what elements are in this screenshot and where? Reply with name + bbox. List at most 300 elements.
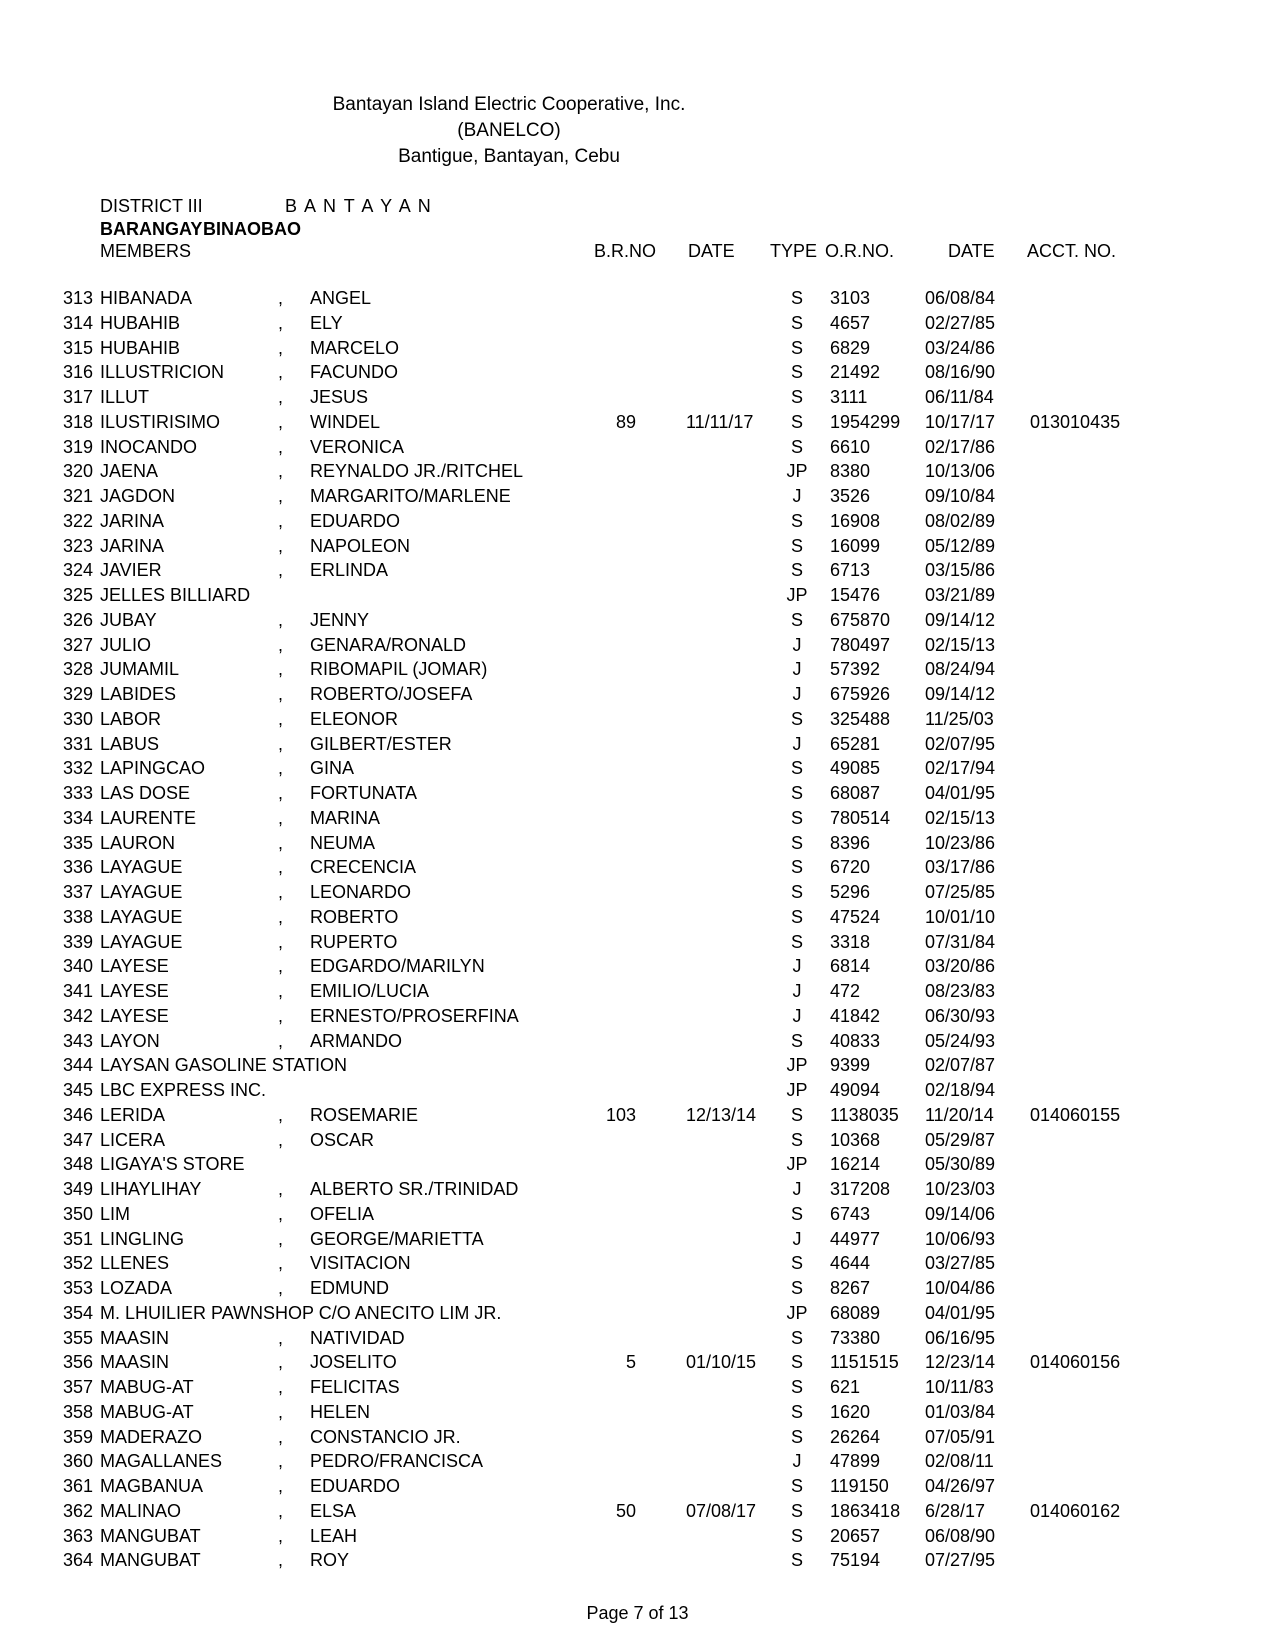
table-row bbox=[0, 1301, 1275, 1326]
member-firstname: ELEONOR bbox=[310, 708, 399, 729]
type-value: S bbox=[790, 1525, 803, 1546]
table-row bbox=[0, 1400, 1275, 1425]
member-number: 359 bbox=[63, 1426, 94, 1447]
member-surname: JAVIER bbox=[100, 560, 162, 581]
member-surname: LOZADA bbox=[100, 1278, 173, 1298]
member-surname: HIBANADA bbox=[100, 288, 193, 308]
or-date-value: 10/17/17 bbox=[925, 411, 996, 432]
member-surname: MAGBANUA bbox=[100, 1476, 204, 1496]
barangay-name: BINAOBAO bbox=[203, 219, 301, 239]
or-date-value: 06/30/93 bbox=[925, 1005, 996, 1026]
or-date-value: 07/27/95 bbox=[925, 1550, 996, 1571]
member-surname: LLENES bbox=[100, 1253, 170, 1274]
or-no-value: 73380 bbox=[830, 1327, 881, 1348]
comma-separator: , bbox=[278, 1525, 284, 1546]
member-surname: INOCANDO bbox=[100, 436, 198, 457]
member-number: 313 bbox=[63, 288, 94, 308]
table-row bbox=[0, 954, 1275, 979]
comma-separator: , bbox=[278, 1426, 284, 1447]
member-surname: LABUS bbox=[100, 733, 160, 754]
member-number: 345 bbox=[63, 1080, 94, 1100]
table-row bbox=[0, 633, 1275, 658]
member-number: 335 bbox=[63, 832, 94, 853]
comma-separator: , bbox=[278, 560, 284, 581]
member-number: 338 bbox=[63, 906, 94, 927]
or-date-value: 08/24/94 bbox=[925, 659, 996, 680]
member-surname: JUBAY bbox=[100, 609, 157, 630]
type-value: S bbox=[790, 436, 803, 457]
member-number: 364 bbox=[63, 1550, 94, 1571]
or-no-value: 8380 bbox=[830, 461, 871, 482]
member-number: 315 bbox=[63, 337, 94, 358]
or-date-value: 02/15/13 bbox=[925, 634, 996, 655]
comma-separator: , bbox=[278, 1179, 284, 1199]
type-value: S bbox=[790, 362, 803, 383]
type-value: S bbox=[790, 411, 803, 432]
member-firstname: GINA bbox=[310, 758, 355, 779]
or-date-value: 03/24/86 bbox=[925, 337, 996, 358]
member-firstname: ARMANDO bbox=[310, 1030, 403, 1051]
comma-separator: , bbox=[278, 288, 284, 308]
or-no-value: 472 bbox=[830, 981, 861, 1001]
type-value: J bbox=[792, 634, 802, 655]
district-label: DISTRICT III bbox=[100, 196, 203, 216]
member-surname: LAPINGCAO bbox=[100, 758, 206, 779]
or-date-value: 03/17/86 bbox=[925, 857, 996, 878]
table-row bbox=[0, 756, 1275, 781]
or-date-value: 05/30/89 bbox=[925, 1154, 996, 1175]
comma-separator: , bbox=[278, 1129, 284, 1150]
comma-separator: , bbox=[278, 1104, 284, 1125]
column-header-br-date: DATE bbox=[688, 241, 735, 261]
type-value: S bbox=[790, 1401, 803, 1422]
or-no-value: 15476 bbox=[830, 585, 881, 605]
member-firstname: VISITACION bbox=[310, 1253, 411, 1274]
or-date-value: 07/05/91 bbox=[925, 1426, 996, 1447]
comma-separator: , bbox=[278, 659, 284, 680]
member-surname: LAURON bbox=[100, 832, 176, 853]
table-row bbox=[0, 435, 1275, 460]
member-number: 319 bbox=[63, 436, 94, 457]
table-row bbox=[0, 1449, 1275, 1474]
table-row bbox=[0, 1128, 1275, 1153]
column-header-acct-no: ACCT. NO. bbox=[1027, 241, 1117, 261]
comma-separator: , bbox=[278, 461, 284, 482]
table-row bbox=[0, 1548, 1275, 1573]
or-date-value: 04/01/95 bbox=[925, 1302, 996, 1323]
or-date-value: 6/28/17 bbox=[925, 1500, 986, 1521]
member-firstname: ROSEMARIE bbox=[310, 1104, 419, 1125]
comma-separator: , bbox=[278, 758, 284, 779]
member-firstname: LEAH bbox=[310, 1525, 358, 1546]
member-number: 349 bbox=[63, 1179, 94, 1199]
type-value: S bbox=[790, 1203, 803, 1224]
table-row bbox=[0, 732, 1275, 757]
or-date-value: 11/25/03 bbox=[925, 708, 994, 729]
type-value: S bbox=[790, 337, 803, 358]
type-value: JP bbox=[786, 1080, 808, 1100]
org-address: Bantigue, Bantayan, Cebu bbox=[398, 146, 620, 167]
member-surname: M. LHUILIER PAWNSHOP C/O ANECITO LIM JR. bbox=[100, 1302, 502, 1323]
table-row bbox=[0, 311, 1275, 336]
comma-separator: , bbox=[278, 956, 284, 977]
type-value: S bbox=[790, 807, 803, 828]
or-no-value: 75194 bbox=[830, 1550, 881, 1571]
comma-separator: , bbox=[278, 783, 284, 803]
member-firstname: GENARA/RONALD bbox=[310, 634, 467, 655]
table-row bbox=[0, 509, 1275, 534]
or-no-value: 57392 bbox=[830, 659, 881, 680]
table-row bbox=[0, 1276, 1275, 1301]
table-row bbox=[0, 558, 1275, 583]
member-firstname: NATIVIDAD bbox=[310, 1327, 405, 1348]
member-firstname: GEORGE/MARIETTA bbox=[310, 1228, 484, 1249]
column-header-members: MEMBERS bbox=[100, 241, 192, 261]
member-surname: ILLUT bbox=[100, 387, 150, 407]
member-number: 357 bbox=[63, 1377, 94, 1397]
members-table bbox=[0, 286, 1275, 1573]
type-value: S bbox=[790, 387, 803, 407]
or-date-value: 02/17/94 bbox=[925, 758, 996, 779]
table-row bbox=[0, 459, 1275, 484]
or-no-value: 41842 bbox=[830, 1005, 881, 1026]
comma-separator: , bbox=[278, 1005, 284, 1026]
br-no-value: 89 bbox=[615, 411, 636, 432]
member-firstname: JOSELITO bbox=[310, 1352, 397, 1373]
acct-no-value: 013010435 bbox=[1030, 411, 1121, 432]
member-number: 324 bbox=[63, 560, 94, 581]
or-no-value: 40833 bbox=[830, 1030, 881, 1051]
member-number: 334 bbox=[63, 807, 94, 828]
table-row bbox=[0, 855, 1275, 880]
or-date-value: 06/08/90 bbox=[925, 1525, 996, 1546]
or-no-value: 16214 bbox=[830, 1154, 881, 1175]
br-date-value: 07/08/17 bbox=[686, 1500, 757, 1521]
or-date-value: 09/14/12 bbox=[925, 684, 996, 704]
member-surname: LINGLING bbox=[100, 1228, 185, 1249]
member-firstname: ROBERTO bbox=[310, 906, 399, 927]
member-number: 321 bbox=[63, 486, 94, 506]
member-firstname: NEUMA bbox=[310, 832, 376, 853]
table-row bbox=[0, 1499, 1275, 1524]
comma-separator: , bbox=[278, 1377, 284, 1397]
member-surname: MANGUBAT bbox=[100, 1550, 201, 1571]
comma-separator: , bbox=[278, 1253, 284, 1274]
br-date-value: 01/10/15 bbox=[686, 1352, 757, 1373]
member-firstname: VERONICA bbox=[310, 436, 405, 457]
or-date-value: 06/11/84 bbox=[925, 387, 994, 407]
comma-separator: , bbox=[278, 1327, 284, 1348]
comma-separator: , bbox=[278, 1476, 284, 1496]
type-value: S bbox=[790, 882, 803, 902]
table-row bbox=[0, 781, 1275, 806]
comma-separator: , bbox=[278, 486, 284, 506]
member-number: 347 bbox=[63, 1129, 94, 1150]
table-row bbox=[0, 583, 1275, 608]
type-value: J bbox=[792, 1228, 802, 1249]
comma-separator: , bbox=[278, 1278, 284, 1298]
table-row bbox=[0, 1053, 1275, 1078]
or-no-value: 4644 bbox=[830, 1253, 871, 1274]
or-no-value: 3526 bbox=[830, 486, 871, 506]
member-number: 346 bbox=[63, 1104, 94, 1125]
member-number: 333 bbox=[63, 783, 94, 803]
type-value: J bbox=[792, 1179, 802, 1199]
member-number: 339 bbox=[63, 931, 94, 952]
column-header-type: TYPE bbox=[770, 241, 818, 261]
or-date-value: 02/07/87 bbox=[925, 1055, 996, 1076]
member-number: 363 bbox=[63, 1525, 94, 1546]
member-surname: JAENA bbox=[100, 461, 159, 482]
table-row bbox=[0, 880, 1275, 905]
member-surname: LAYAGUE bbox=[100, 882, 183, 902]
member-firstname: ELSA bbox=[310, 1500, 357, 1521]
comma-separator: , bbox=[278, 807, 284, 828]
member-surname: LABOR bbox=[100, 708, 162, 729]
or-date-value: 03/20/86 bbox=[925, 956, 996, 977]
table-row bbox=[0, 1078, 1275, 1103]
comma-separator: , bbox=[278, 362, 284, 383]
column-header-br-no: B.R.NO bbox=[594, 241, 657, 261]
comma-separator: , bbox=[278, 436, 284, 457]
or-no-value: 49094 bbox=[830, 1080, 881, 1100]
or-no-value: 44977 bbox=[830, 1228, 881, 1249]
or-no-value: 780497 bbox=[830, 634, 891, 655]
type-value: S bbox=[790, 906, 803, 927]
member-surname: LAYON bbox=[100, 1030, 160, 1051]
type-value: S bbox=[790, 1253, 803, 1274]
or-date-value: 10/06/93 bbox=[925, 1228, 996, 1249]
member-surname: LAYSAN GASOLINE STATION bbox=[100, 1055, 348, 1076]
table-row bbox=[0, 1326, 1275, 1351]
or-no-value: 68087 bbox=[830, 783, 881, 803]
comma-separator: , bbox=[278, 387, 284, 407]
member-number: 329 bbox=[63, 684, 94, 704]
or-date-value: 07/25/85 bbox=[925, 882, 996, 902]
br-date-value: 11/11/17 bbox=[686, 411, 754, 432]
type-value: S bbox=[790, 708, 803, 729]
member-number: 352 bbox=[63, 1253, 94, 1274]
type-value: JP bbox=[786, 1055, 808, 1076]
comma-separator: , bbox=[278, 1228, 284, 1249]
or-no-value: 16099 bbox=[830, 535, 881, 556]
type-value: S bbox=[790, 312, 803, 333]
or-no-value: 621 bbox=[830, 1377, 861, 1397]
member-number: 316 bbox=[63, 362, 94, 383]
type-value: S bbox=[790, 1500, 803, 1521]
member-number: 327 bbox=[63, 634, 94, 655]
member-firstname: FELICITAS bbox=[310, 1377, 400, 1397]
column-header-or-date: DATE bbox=[948, 241, 995, 261]
member-firstname: ALBERTO SR./TRINIDAD bbox=[310, 1179, 519, 1199]
table-row bbox=[0, 1375, 1275, 1400]
acct-no-value: 014060162 bbox=[1030, 1500, 1121, 1521]
or-no-value: 3111 bbox=[830, 387, 868, 407]
table-row bbox=[0, 1202, 1275, 1227]
or-date-value: 04/26/97 bbox=[925, 1476, 996, 1496]
member-surname: LIGAYA'S STORE bbox=[100, 1154, 245, 1175]
table-row bbox=[0, 682, 1275, 707]
or-date-value: 07/31/84 bbox=[925, 931, 996, 952]
member-firstname: ROY bbox=[310, 1550, 350, 1571]
or-no-value: 3103 bbox=[830, 288, 871, 308]
member-firstname: ELY bbox=[310, 312, 343, 333]
member-surname: MABUG-AT bbox=[100, 1401, 194, 1422]
member-surname: LICERA bbox=[100, 1129, 166, 1150]
or-date-value: 02/07/95 bbox=[925, 733, 996, 754]
or-date-value: 03/27/85 bbox=[925, 1253, 996, 1274]
type-value: J bbox=[792, 659, 802, 680]
or-date-value: 10/04/86 bbox=[925, 1278, 996, 1298]
member-surname: ILLUSTRICION bbox=[100, 362, 225, 383]
member-number: 350 bbox=[63, 1203, 94, 1224]
member-firstname: MARGARITO/MARLENE bbox=[310, 486, 511, 506]
or-date-value: 02/17/86 bbox=[925, 436, 996, 457]
or-date-value: 05/29/87 bbox=[925, 1129, 996, 1150]
member-firstname: ERNESTO/PROSERFINA bbox=[310, 1005, 519, 1026]
type-value: J bbox=[792, 733, 802, 754]
type-value: S bbox=[790, 535, 803, 556]
type-value: S bbox=[790, 1476, 803, 1496]
table-row bbox=[0, 831, 1275, 856]
member-firstname: EDGARDO/MARILYN bbox=[310, 956, 485, 977]
br-no-value: 50 bbox=[615, 1500, 636, 1521]
member-firstname: LEONARDO bbox=[310, 882, 412, 902]
comma-separator: , bbox=[278, 931, 284, 952]
type-value: S bbox=[790, 1129, 803, 1150]
comma-separator: , bbox=[278, 733, 284, 754]
or-date-value: 10/01/10 bbox=[925, 906, 996, 927]
member-number: 328 bbox=[63, 659, 94, 680]
page-footer: Page 7 of 13 bbox=[586, 1603, 689, 1623]
or-no-value: 16908 bbox=[830, 510, 881, 531]
type-value: S bbox=[790, 510, 803, 531]
org-name: Bantayan Island Electric Cooperative, Inc. bbox=[332, 94, 686, 115]
type-value: J bbox=[792, 1005, 802, 1026]
member-firstname: MARCELO bbox=[310, 337, 400, 358]
table-row bbox=[0, 1251, 1275, 1276]
or-date-value: 05/12/89 bbox=[925, 535, 996, 556]
type-value: J bbox=[792, 956, 802, 977]
or-no-value: 21492 bbox=[830, 362, 881, 383]
type-value: S bbox=[790, 857, 803, 878]
or-date-value: 08/02/89 bbox=[925, 510, 996, 531]
table-row bbox=[0, 1152, 1275, 1177]
member-surname: JELLES BILLIARD bbox=[100, 585, 251, 605]
barangay-line bbox=[0, 219, 1275, 243]
or-date-value: 02/15/13 bbox=[925, 807, 996, 828]
member-surname: LABIDES bbox=[100, 684, 177, 704]
member-surname: HUBAHIB bbox=[100, 337, 181, 358]
member-number: 322 bbox=[63, 510, 94, 531]
member-firstname: RUPERTO bbox=[310, 931, 398, 952]
or-no-value: 675926 bbox=[830, 684, 891, 704]
comma-separator: , bbox=[278, 1500, 284, 1521]
or-date-value: 04/01/95 bbox=[925, 783, 996, 803]
comma-separator: , bbox=[278, 1550, 284, 1571]
or-no-value: 6713 bbox=[830, 560, 871, 581]
table-row bbox=[0, 930, 1275, 955]
member-number: 362 bbox=[63, 1500, 94, 1521]
member-firstname: NAPOLEON bbox=[310, 535, 411, 556]
or-date-value: 10/23/03 bbox=[925, 1179, 996, 1199]
member-number: 337 bbox=[63, 882, 94, 902]
member-number: 323 bbox=[63, 535, 94, 556]
member-number: 317 bbox=[63, 387, 94, 407]
table-row bbox=[0, 707, 1275, 732]
member-firstname: JENNY bbox=[310, 609, 370, 630]
member-number: 330 bbox=[63, 708, 94, 729]
member-surname: MAASIN bbox=[100, 1352, 170, 1373]
member-firstname: ERLINDA bbox=[310, 560, 389, 581]
or-no-value: 68089 bbox=[830, 1302, 881, 1323]
table-row bbox=[0, 979, 1275, 1004]
district-line bbox=[0, 196, 1275, 220]
district-name: B A N T A Y A N bbox=[285, 196, 433, 216]
member-surname: LIHAYLIHAY bbox=[100, 1179, 202, 1199]
member-number: 356 bbox=[63, 1352, 94, 1373]
member-surname: LAYESE bbox=[100, 956, 169, 977]
type-value: JP bbox=[786, 1302, 808, 1323]
member-number: 331 bbox=[63, 733, 94, 754]
or-no-value: 6610 bbox=[830, 436, 871, 457]
member-firstname: OSCAR bbox=[310, 1129, 375, 1150]
member-number: 318 bbox=[63, 411, 94, 432]
member-firstname: EDMUND bbox=[310, 1278, 389, 1298]
table-row bbox=[0, 608, 1275, 633]
column-header-or-no: O.R.NO. bbox=[825, 241, 895, 261]
or-no-value: 47524 bbox=[830, 906, 881, 927]
member-surname: LERIDA bbox=[100, 1104, 166, 1125]
type-value: S bbox=[790, 1327, 803, 1348]
member-surname: LBC EXPRESS INC. bbox=[100, 1080, 267, 1100]
or-no-value: 9399 bbox=[830, 1055, 871, 1076]
member-surname: JAGDON bbox=[100, 486, 176, 506]
type-value: J bbox=[792, 1451, 802, 1472]
comma-separator: , bbox=[278, 906, 284, 927]
comma-separator: , bbox=[278, 337, 284, 358]
br-no-value: 5 bbox=[625, 1352, 636, 1373]
or-no-value: 49085 bbox=[830, 758, 881, 779]
member-surname: JULIO bbox=[100, 634, 152, 655]
member-number: 360 bbox=[63, 1451, 94, 1472]
or-date-value: 08/23/83 bbox=[925, 981, 996, 1001]
comma-separator: , bbox=[278, 510, 284, 531]
or-no-value: 6743 bbox=[830, 1203, 871, 1224]
member-firstname: ROBERTO/JOSEFA bbox=[310, 684, 473, 704]
member-number: 355 bbox=[63, 1327, 94, 1348]
member-surname: LAYESE bbox=[100, 1005, 169, 1026]
or-date-value: 12/23/14 bbox=[925, 1352, 996, 1373]
comma-separator: , bbox=[278, 1030, 284, 1051]
member-number: 320 bbox=[63, 461, 94, 482]
or-date-value: 02/08/11 bbox=[925, 1451, 994, 1472]
comma-separator: , bbox=[278, 1401, 284, 1422]
type-value: S bbox=[790, 1352, 803, 1373]
table-row bbox=[0, 286, 1275, 311]
table-row bbox=[0, 484, 1275, 509]
type-value: S bbox=[790, 783, 803, 803]
or-no-value: 20657 bbox=[830, 1525, 881, 1546]
member-surname: LAYESE bbox=[100, 981, 169, 1001]
or-date-value: 09/14/06 bbox=[925, 1203, 996, 1224]
type-value: JP bbox=[786, 1154, 808, 1175]
member-number: 332 bbox=[63, 758, 94, 779]
member-firstname: EMILIO/LUCIA bbox=[310, 981, 430, 1001]
type-value: JP bbox=[786, 585, 808, 605]
type-value: J bbox=[792, 486, 802, 506]
member-firstname: MARINA bbox=[310, 807, 381, 828]
